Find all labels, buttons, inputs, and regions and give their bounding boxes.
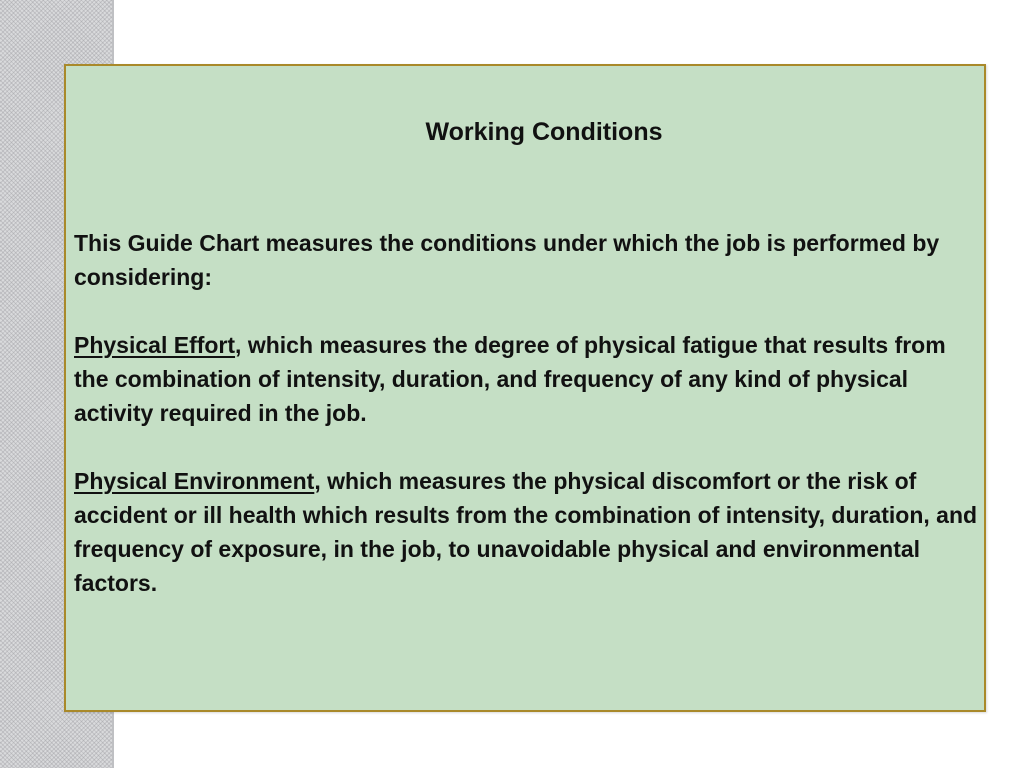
physical-effort-paragraph (74, 328, 979, 430)
physical-effort-description: , which measures the degree of physical fatigue that results from the combination of intensity, duration, and frequency of any kind of physical activity required in the job. (74, 332, 946, 426)
physical-environment-term: Physical Environment (74, 468, 315, 494)
slide-title: Working Conditions (425, 118, 663, 146)
physical-environment-description: , which measures the physical discomfort or the risk of accident or ill health which results from the combination of intensity, duration, and frequency of exposure, in the job, to unavoidable physical and environmental factors. (74, 468, 978, 596)
body-text (74, 226, 979, 634)
content-box (64, 64, 986, 712)
physical-environment-paragraph (74, 464, 979, 600)
physical-effort-term: Physical Effort (74, 332, 236, 358)
intro-paragraph: This Guide Chart measures the conditions under which the job is performed by considering: (74, 230, 940, 290)
